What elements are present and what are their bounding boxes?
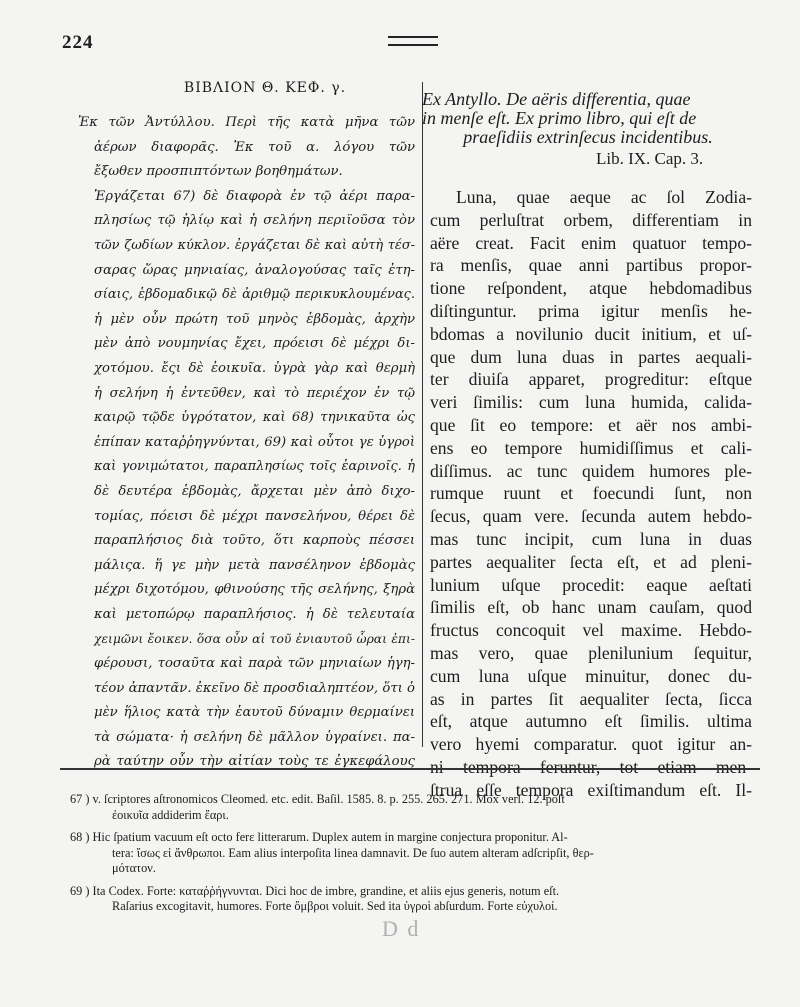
latin-line: lunium uſque procedit: eaque aeſtati (430, 574, 752, 595)
footnote-67 (70, 792, 760, 823)
footnote-line: tera: ἴσως εἰ ἄνθρωποι. Eam alius interpoſita linea damnavit. De ſuo autem alteram adſcripſit, θερ- (112, 845, 594, 860)
footnote-68 (70, 830, 760, 877)
latin-book-reference: Lib. IX. Cap. 3. (596, 149, 704, 168)
latin-title-line: Ex Antyllo. De aëris differentia, quae (422, 89, 691, 109)
latin-line: cum perluſtrat orbem, differentiam in (430, 209, 752, 230)
latin-line: cum luna uſque minuitur, donec du- (430, 665, 752, 686)
latin-title-line: in menſe eſt. Ex primo libro, qui eſt de (422, 108, 697, 128)
greek-line: ἡ μὲν οὖν πρώτη τοῦ μηνὸς ἑβδομὰς, ἀρχὴν (94, 311, 415, 327)
latin-line: veri ſimilis: cum luna humida, calida- (430, 392, 752, 413)
latin-line: Luna, quae aeque ac ſol Zodia- (456, 187, 752, 207)
greek-line: μέχρι διχοτόμου, φθινούσης τῆς σελήνης, ξηρὰ (94, 582, 415, 598)
greek-line: καὶ γονιμώτατοι, παραπλησίως τοῖς ἐαρινοῖς. ἡ (94, 459, 415, 475)
greek-line: καὶ μετοπώρῳ παραπλήσιος. ἡ δὲ τελευταία (94, 606, 415, 622)
page-number: 224 (62, 32, 94, 53)
latin-title-line: praeſidiis extrinſecus incidentibus. (463, 127, 713, 147)
footnote-line: Raſarius excogitavit, humores. Forte ὄμβροι voluit. Sed ita ὑγροὶ abſurdum. Forte εὐχυλοί. (112, 899, 558, 913)
latin-line: fructus concoquit vel maxime. Hebdo- (430, 620, 752, 641)
greek-line: σαρας ὥρας μηνιαίας, ἀναλογούσας ταῖς ἐτη- (94, 262, 415, 278)
footnote-separator-rule (60, 768, 760, 770)
latin-line: as in partes ſit aequaliter ſecta, ſicca (430, 688, 752, 709)
greek-line: τέον ἀπαντᾶν. ἐκεῖνο δὲ προσδιαληπτέον, ὅτι ὁ (94, 680, 415, 696)
greek-line: ἡ σελήνη ἡ ἐντεῦθεν, καὶ τὸ περιέχον ἐν τῷ (94, 385, 415, 401)
latin-line: eſt, atque autumno eſt ſimilis. ultima (430, 711, 752, 732)
greek-line: καιρῷ τῷδε ὑγρότατον, καὶ 68) τηνικαῦτα ὡς (94, 410, 415, 426)
latin-line: ſtrua eſſe tempora exiſtimandum eſt. Il- (430, 779, 752, 800)
latin-line: aëre creat. Facit enim quatuor tempo- (430, 232, 752, 253)
latin-line: que ſit eo tempore: et aër nos ambi- (430, 414, 752, 435)
footnote-69 (70, 884, 760, 915)
greek-line: ἐπίπαν καταῤῥηγνύνται, 69) καὶ οὗτοι γε ὑγροὶ (94, 434, 415, 450)
greek-line: τὰ σώματα· ἡ σελήνη δὲ μᾶλλον ὑγραίνει. πα- (94, 729, 415, 745)
latin-section-title (422, 90, 754, 147)
latin-line: bdomas a novilunio ducit initium, et uſ- (430, 323, 752, 344)
latin-line: diſtinguntur. prima igitur menſis he- (430, 300, 752, 321)
greek-line: τῶν ζωδίων κύκλον. ἐργάζεται δὲ καὶ αὐτὴ τέσ- (94, 237, 415, 253)
footnote-line: μότατον. (112, 861, 156, 875)
greek-line: ἀέρων διαφορᾶς. Ἐκ τοῦ α. λόγου τῶν (94, 139, 415, 155)
greek-line: φέρουσι, τοσαῦτα καὶ παρὰ τῶν μηνιαίων ἡγη- (94, 656, 415, 672)
greek-line: τομίας, πόεισι δὲ μέχρι πανσελήνου, θέρει δὲ (94, 508, 415, 524)
greek-line: μάλιςα. ἥ γε μὴν μετὰ πανσέληνον ἑβδομὰς (94, 557, 415, 573)
latin-line: ter diuiſa apparet, progreditur: eſtque (430, 369, 752, 390)
greek-line: χοτόμου. ἔςι δὲ ἐοικυῖα. ὑγρὰ γὰρ καὶ θερμὴ (94, 360, 415, 376)
latin-line: ſecus, quam vere. ſecunda autem hebdo- (430, 506, 752, 527)
greek-line: μὲν ἥλιος κατὰ τὴν ἑαυτοῦ δύναμιν θερμαίνει (94, 705, 415, 721)
footnote-line: 69 ) Ita Codex. Forte: καταῤῥήγνυνται. Dici hoc de imbre, grandine, et aliis ejus generis, notum eſt. (70, 883, 560, 898)
greek-line: χειμῶνι ἔοικεν. ὅσα οὖν αἱ τοῦ ἐνιαυτοῦ ὧραι ἐπι- (94, 632, 415, 647)
footnote-line: 67 ) v. ſcriptores aſtronomicos Cleomed. etc. edit. Baſil. 1585. 8. p. 255. 265. 271. Mox verſ. 12. poſt (70, 792, 565, 806)
latin-line: mas vero, quae plenilunium ſequitur, (430, 642, 752, 663)
greek-line: μὲν ἀπὸ νουμηνίας ἔχει, πρόεισι δὲ μέχρι δι- (94, 336, 415, 352)
latin-line: vero hyemi comparatur. quot igitur an- (430, 734, 752, 755)
latin-line: mas tunc incipit, cum luna in duas (430, 528, 752, 549)
greek-line: Ἐκ τῶν Ἀντύλλου. Περὶ τῆς κατὰ μῆνα τῶν (78, 115, 415, 130)
latin-line: que dum luna duas in partes aequali- (430, 346, 752, 367)
latin-line: rumque ruunt et foecundi ſunt, non (430, 483, 752, 504)
greek-text-column (60, 111, 415, 775)
latin-line: diſſimus. ac tunc quidem humores ple- (430, 460, 752, 481)
latin-line: ra menſis, quae anni partibus propor- (430, 255, 752, 276)
latin-line: partes aequaliter ſecta eſt, et ad pleni- (430, 551, 752, 572)
greek-line: ρὰ ταύτην οὖν τὴν αἰτίαν τοὺς τε ἐγκεφάλους (94, 754, 415, 770)
greek-running-heading: ΒΙΒΛΙΟΝ Θ. ΚΕΦ. γ. (183, 80, 347, 96)
footnote-line: ἐοικυῖα addiderim ἔαρι. (112, 807, 229, 822)
latin-line: ſimilis eſt, ob hanc unam cauſam, quod (430, 597, 752, 618)
latin-line: ens eo tempore humidiſſimus et cali- (430, 437, 752, 458)
latin-line: tione reſpondent, atque hebdomadibus (430, 278, 752, 299)
greek-line: δὲ δευτέρα ἑβδομὰς, ἄρχεται μὲν ἀπὸ διχο- (94, 483, 415, 499)
greek-line: πλησίως τῷ ἡλίῳ καὶ ἡ σελήνη περιϊοῦσα τὸν (94, 213, 415, 229)
greek-line: ἔξωθεν προσπιπτόντων βοηθημάτων. (94, 164, 343, 180)
signature-mark: D d (382, 916, 421, 941)
greek-line: παραπλήσιος διὰ τοῦτο, ὅτι καρποὺς πέσσει (94, 533, 415, 549)
latin-line: ni tempora feruntur, tot etiam men- (430, 756, 752, 777)
latin-text-column (430, 186, 752, 802)
footnote-line: 68 ) Hic ſpatium vacuum eſt octo ferε litterarum. Duplex autem in margine conjectura proponitur. Al- (70, 830, 568, 844)
footnotes (70, 792, 760, 922)
greek-line: σίαις, ἑβδομαδικῷ δὲ ἀριθμῷ περικυκλουμένας. (94, 287, 415, 303)
greek-line: Ἐργάζεται 67) δὲ διαφορὰ ἐν τῷ ἀέρι παρα- (94, 188, 415, 204)
header-double-rule (388, 36, 438, 46)
column-divider (422, 82, 423, 747)
